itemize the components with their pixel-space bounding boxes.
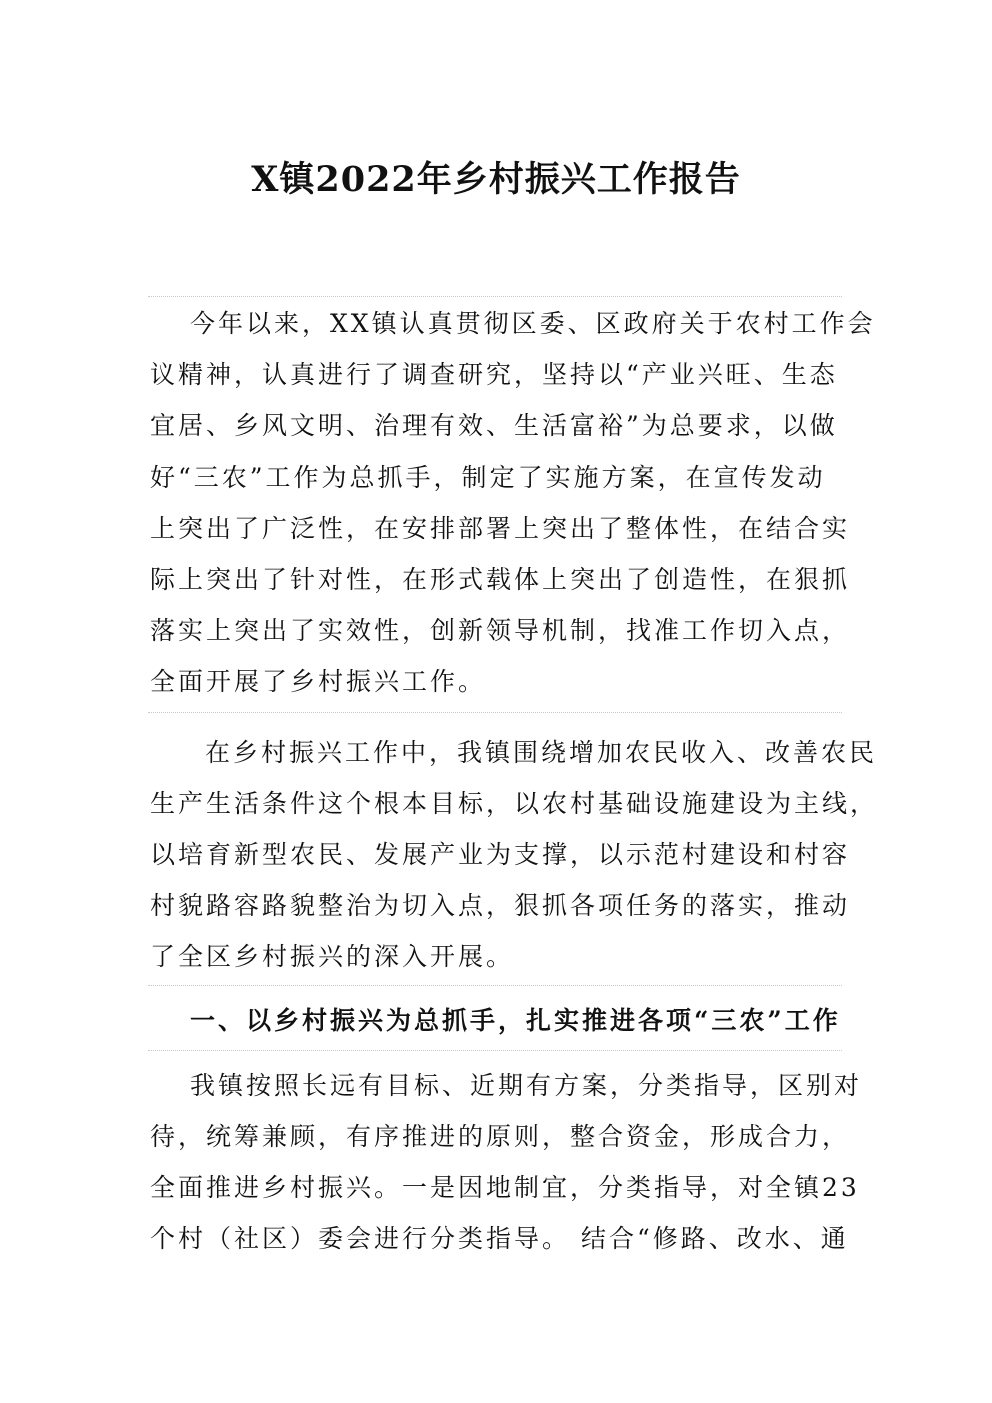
- divider: [148, 1050, 842, 1051]
- paragraph-line: 上突出了广泛性，在安排部署上突出了整体性，在结合实: [150, 514, 851, 543]
- divider: [148, 712, 842, 713]
- divider: [148, 296, 842, 297]
- paragraph-line: 落实上突出了实效性，创新领导机制，找准工作切入点，: [150, 616, 851, 645]
- paragraph-line: 个村（社区）委会进行分类指导。 结合“修路、改水、通: [150, 1224, 849, 1253]
- paragraph-line: 宜居、乡风文明、治理有效、生活富裕”为总要求，以做: [150, 411, 838, 440]
- paragraph-line: 全面推进乡村振兴。一是因地制宜，分类指导，对全镇23: [150, 1173, 860, 1202]
- divider: [148, 985, 842, 986]
- paragraph-line: 今年以来，XX镇认真贯彻区委、区政府关于农村工作会: [190, 309, 876, 338]
- paragraph-line: 在乡村振兴工作中，我镇围绕增加农民收入、改善农民: [205, 738, 878, 767]
- section-heading: 一、以乡村振兴为总抓手，扎实推进各项“三农”工作: [190, 1006, 841, 1035]
- paragraph-line: 待，统筹兼顾，有序推进的原则，整合资金，形成合力，: [150, 1122, 851, 1151]
- paragraph-line: 了全区乡村振兴的深入开展。: [150, 942, 515, 971]
- paragraph-line: 全面开展了乡村振兴工作。: [150, 667, 487, 696]
- paragraph-line: 际上突出了针对性，在形式载体上突出了创造性，在狠抓: [150, 565, 851, 594]
- paragraph-line: 议精神，认真进行了调查研究，坚持以“产业兴旺、生态: [150, 360, 838, 389]
- paragraph-line: 我镇按照长远有目标、近期有方案，分类指导，区别对: [190, 1071, 863, 1100]
- paragraph-line: 村貌路容路貌整治为切入点，狠抓各项任务的落实，推动: [150, 891, 851, 920]
- paragraph-line: 好“三农”工作为总抓手，制定了实施方案，在宣传发动: [150, 463, 826, 492]
- paragraph-line: 生产生活条件这个根本目标，以农村基础设施建设为主线，: [150, 789, 879, 818]
- paragraph-line: 以培育新型农民、发展产业为支撑，以示范村建设和村容: [150, 840, 851, 869]
- document-title: X镇2022年乡村振兴工作报告: [251, 159, 741, 200]
